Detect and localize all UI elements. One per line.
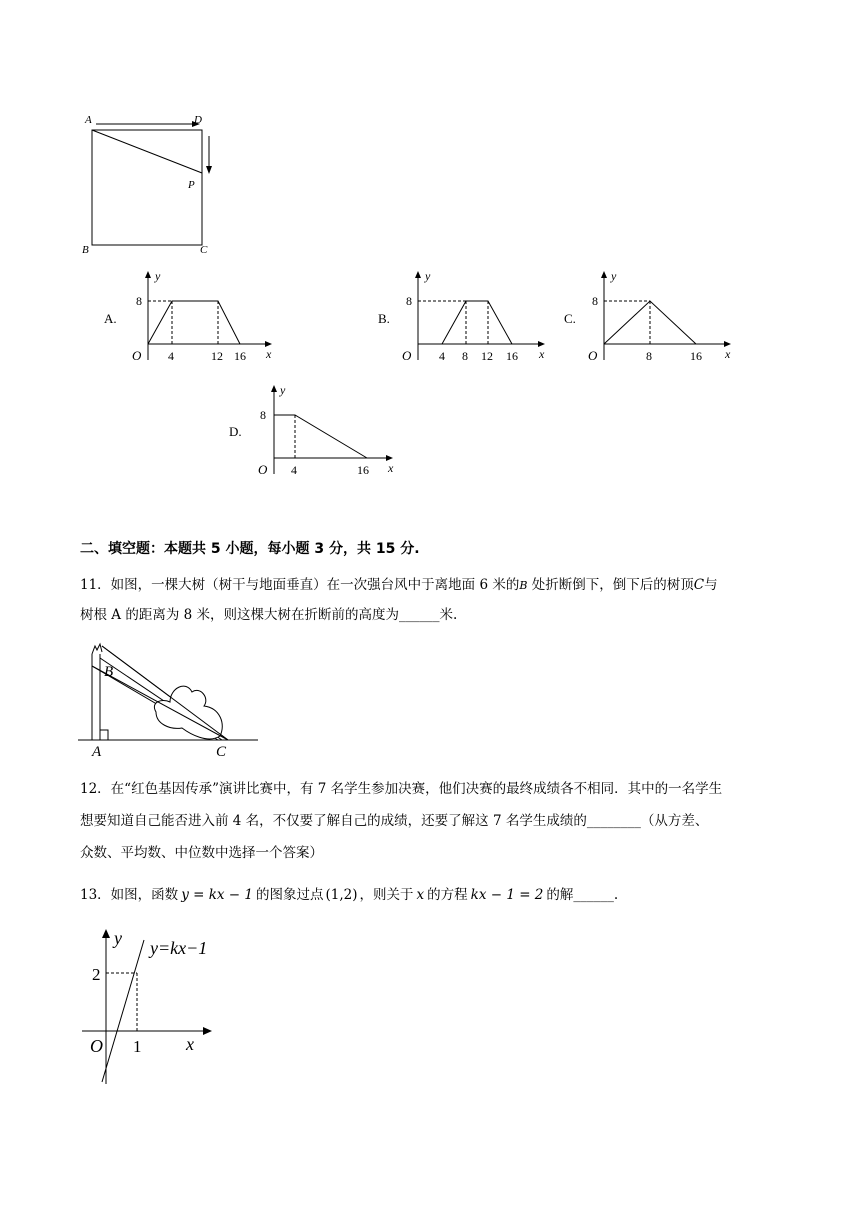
label-A: A	[92, 744, 102, 758]
origin-label: O	[90, 1036, 103, 1056]
origin-label: O	[402, 348, 412, 363]
function-label: y=kx−1	[150, 938, 208, 958]
label-P: P	[188, 179, 195, 191]
label-C: C	[216, 744, 227, 758]
label-A: A	[85, 114, 92, 126]
x-tick-8: 8	[462, 349, 468, 363]
y-tick: 8	[592, 294, 598, 308]
option-d-graph	[256, 382, 406, 482]
label-D: D	[194, 114, 202, 126]
question-13: 13．如图，函数 y = kx − 1 的图象过点 (1,2) ，则关于 x 的方程 kx − 1 = 2 的解______.	[80, 887, 619, 903]
y-tick: 8	[406, 294, 412, 308]
x-axis-label: x	[266, 347, 272, 361]
y-tick-2: 2	[92, 965, 101, 984]
option-b-label: B.	[378, 311, 390, 326]
x-tick-8: 8	[646, 349, 652, 363]
x-axis-label: x	[539, 347, 545, 361]
x-tick-4: 4	[439, 349, 445, 363]
origin-label: O	[132, 348, 142, 363]
x-tick-1: 1	[133, 1037, 142, 1056]
x-tick-16: 16	[506, 349, 518, 363]
option-d-label: D.	[229, 424, 242, 439]
q12-line2: 想要知道自己能否进入前 4 名，不仅要了解自己的成绩，还要了解这 7 名学生成绩的________（从方差、	[80, 813, 709, 829]
q11-line1: 11．如图，一棵大树（树干与地面垂直）在一次强台风中于离地面 6 米的B 处折断倒下，倒下后的树顶C与	[80, 577, 718, 593]
function-expr: y = kx − 1	[181, 887, 253, 903]
origin-label: O	[258, 462, 268, 477]
label-B: B	[82, 244, 89, 256]
q12-line1: 12．在“红色基因传承”演讲比赛中，有 7 名学生参加决赛，他们决赛的最终成绩各不相同．其中的一名学生	[80, 781, 723, 797]
x-tick-4: 4	[168, 349, 174, 363]
option-a-graph	[130, 268, 280, 368]
x-axis-label: x	[725, 347, 731, 361]
x-tick-12: 12	[211, 349, 223, 363]
q11-line2: 树根 A 的距离为 8 米，则这棵大树在折断前的高度为______米.	[80, 607, 458, 623]
y-axis-label: y	[280, 383, 286, 397]
question-11	[80, 572, 800, 628]
y-tick: 8	[136, 294, 142, 308]
option-c-label: C.	[564, 311, 576, 326]
option-a-label: A.	[104, 311, 117, 326]
x-axis-label: x	[186, 1034, 194, 1054]
y-axis-label: y	[114, 928, 122, 948]
equation-expr: kx − 1 = 2	[470, 887, 544, 903]
x-tick-16: 16	[690, 349, 702, 363]
option-b-graph	[400, 268, 555, 368]
y-tick: 8	[260, 408, 266, 422]
tree-figure	[78, 640, 263, 758]
function-graph	[78, 924, 228, 1089]
y-axis-label: y	[155, 269, 161, 283]
point-expr: (1,2)	[325, 887, 358, 903]
q12-line3: 众数、平均数、中位数中选择一个答案）	[80, 845, 323, 861]
x-tick-12: 12	[481, 349, 493, 363]
y-axis-label: y	[425, 269, 431, 283]
x-tick-4: 4	[291, 463, 297, 477]
y-axis-label: y	[611, 269, 617, 283]
label-C: C	[200, 244, 208, 256]
x-axis-label: x	[388, 461, 394, 475]
question-12	[80, 776, 800, 866]
label-B: B	[104, 664, 114, 680]
square-figure	[80, 108, 220, 258]
option-c-graph	[586, 268, 741, 368]
section-title: 二、填空题：本题共 5 小题，每小题 3 分，共 15 分.	[80, 541, 420, 557]
x-tick-16: 16	[234, 349, 246, 363]
origin-label: O	[588, 348, 598, 363]
x-tick-16: 16	[357, 463, 369, 477]
